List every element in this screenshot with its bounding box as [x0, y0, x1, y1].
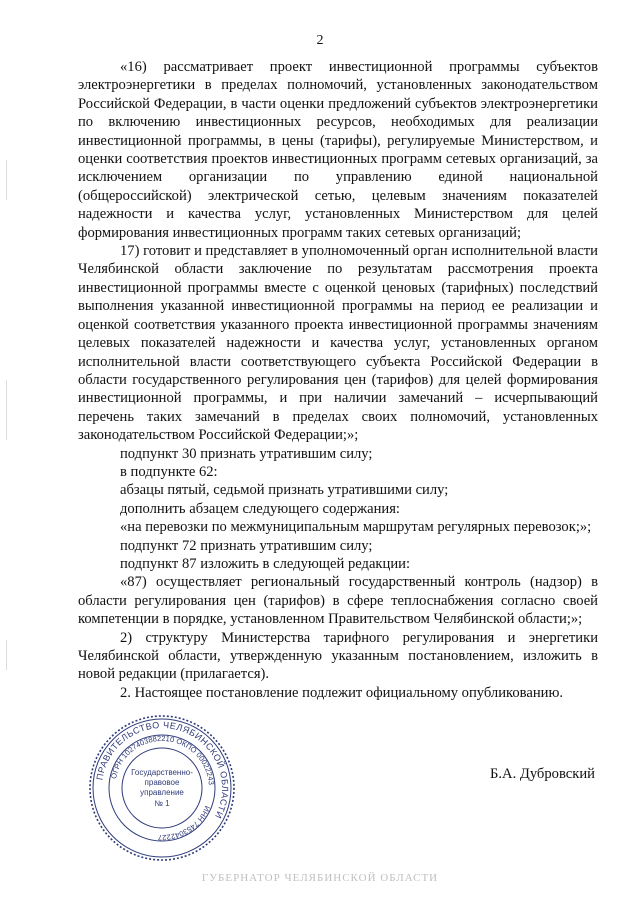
paragraph-item-87: «87) осуществляет региональный государственный контроль (надзор) в области регулирования цен (тарифов) в сфере теплоснабжения согласно своей компетенции в порядке, установленном Правительством Челябинской области;»;	[78, 574, 598, 628]
paragraph-publication: 2. Настоящее постановление подлежит официальному опубликованию.	[120, 684, 564, 701]
paragraph-perevozki: «на перевозки по межмуниципальным маршрутам регулярных перевозок;»;	[120, 519, 592, 536]
seal-center-line-2: правовое	[144, 778, 180, 787]
seal-outer-text: ПРАВИТЕЛЬСТВО ЧЕЛЯБИНСКОЙ ОБЛАСТИ	[94, 719, 231, 821]
scan-edge-mark	[6, 640, 7, 670]
paragraph-abzacy: абзацы пятый, седьмой признать утратившими силу;	[120, 482, 449, 499]
paragraph-item-16: «16) рассматривает проект инвестиционной программы субъектов электроэнергетики в пределах полномочий, установленных законодательством Российской Федерации, в части оценки предложений субъектов электроэнергетики по включению инвестиционных ресурсов, необходимых для реализации инвестиционной программы, в цены (тарифы), регулируемые Министерством, и оценки соответствия проектов инвестиционных программ сетевых организаций, за исключением организации по управлению единой национальной (общероссийской) электрической сетью, целевым значениям показателей надежности и качества услуг, установленных Министерством для целей формирования инвестиционных программ таких сетевых организаций;	[78, 59, 598, 241]
official-seal	[86, 712, 238, 864]
seal-center-line-4: № 1	[154, 799, 170, 808]
seal-center-line-3: управление	[140, 788, 184, 797]
signature-name: Б.А. Дубровский	[490, 766, 595, 782]
paragraph-subitem-30: подпункт 30 признать утратившим силу;	[120, 445, 373, 462]
seal-inn-text: ИНН 7453042227	[157, 804, 213, 843]
footer-stamp: ГУБЕРНАТОР ЧЕЛЯБИНСКОЙ ОБЛАСТИ	[201, 872, 439, 884]
scan-edge-mark	[6, 160, 7, 200]
paragraph-subitem-72: подпункт 72 признать утратившим силу;	[120, 537, 373, 554]
page-number: 2	[316, 33, 324, 48]
seal-inner-text: ОГРН 1027403882210 ОКПО 00022243	[108, 733, 216, 786]
paragraph-subitem-62: в подпункте 62:	[120, 463, 218, 480]
paragraph-item-17: 17) готовит и представляет в уполномоченный орган исполнительной власти Челябинской области заключение по результатам рассмотрения проекта инвестиционной программы вместе с оценкой ценовых (тарифных) последствий выполнения указанной инвестиционной программы на период ее реализации и оценкой соответствия указанного проекта инвестиционной программы значениям целевых показателей надежности и качества услуг, установленных органом исполнительной власти соответствующего субъекта Российской Федерации в области государственного регулирования цен (тарифов) для целей формирования инвестиционной программы, и при наличии замечаний – исчерпывающий перечень таких замечаний в пределах своих полномочий, установленных законодательством Российской Федерации;»;	[78, 243, 598, 444]
document-body	[78, 58, 598, 702]
paragraph-dopolnit: дополнить абзацем следующего содержания:	[120, 500, 400, 517]
seal-center-line-1: Государственно-	[131, 768, 193, 777]
paragraph-structure: 2) структуру Министерства тарифного регулирования и энергетики Челябинской области, утвержденную указанным постановлением, изложить в новой редакции (прилагается).	[78, 629, 598, 683]
paragraph-subitem-87: подпункт 87 изложить в следующей редакции:	[120, 555, 411, 572]
scan-edge-mark	[6, 380, 7, 440]
